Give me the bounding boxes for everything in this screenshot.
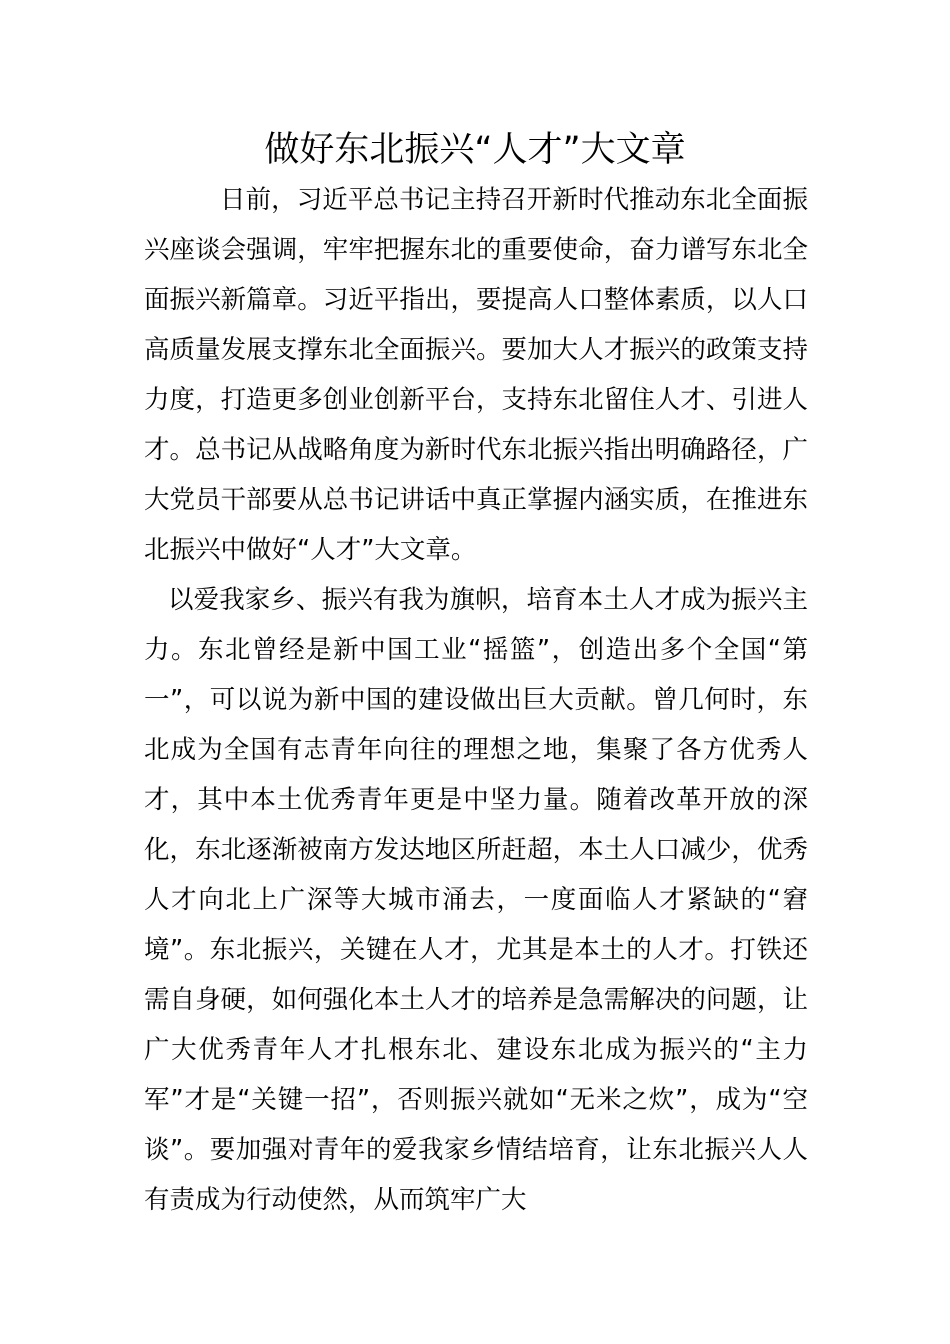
paragraph-2: 以爱我家乡、振兴有我为旗帜，培育本土人才成为振兴主力。东北曾经是新中国工业“摇篮”，创造出多个全国“第一”，可以说为新中国的建设做出巨大贡献。曾几何时，东北成为全国有志青年向往的理想之地，集聚了各方优秀人才，其中本土优秀青年更是中坚力量。随着改革开放的深化，东北逐渐被南方发达地区所赶超，本土人口减少，优秀人才向北上广深等大城市涌去，一度面临人才紧缺的“窘境”。东北振兴，关键在人才，尤其是本土的人才。打铁还需自身硬，如何强化本土人才的培养是急需解决的问题，让广大优秀青年人才扎根东北、建设东北成为振兴的“主力军”才是“关键一招”，否则振兴就如“无米之炊”，成为“空谈”。要加强对青年的爱我家乡情结培育，让东北振兴人人有责成为行动使然，从而筑牢广大 (144, 585, 808, 1215)
document-title: 做好东北振兴“人才”大文章 (264, 130, 686, 170)
paragraph-1: 日前，习近平总书记主持召开新时代推动东北全面振兴座谈会强调，牢牢把握东北的重要使命，奋力谱写东北全面振兴新篇章。习近平指出，要提高人口整体素质，以人口高质量发展支撑东北全面振兴。要加大人才振兴的政策支持力度，打造更多创业创新平台，支持东北留住人才、引进人才。总书记从战略角度为新时代东北振兴指出明确路径，广大党员干部要从总书记讲话中真正掌握内涵实质，在推进东北振兴中做好“人才”大文章。 (144, 185, 808, 565)
